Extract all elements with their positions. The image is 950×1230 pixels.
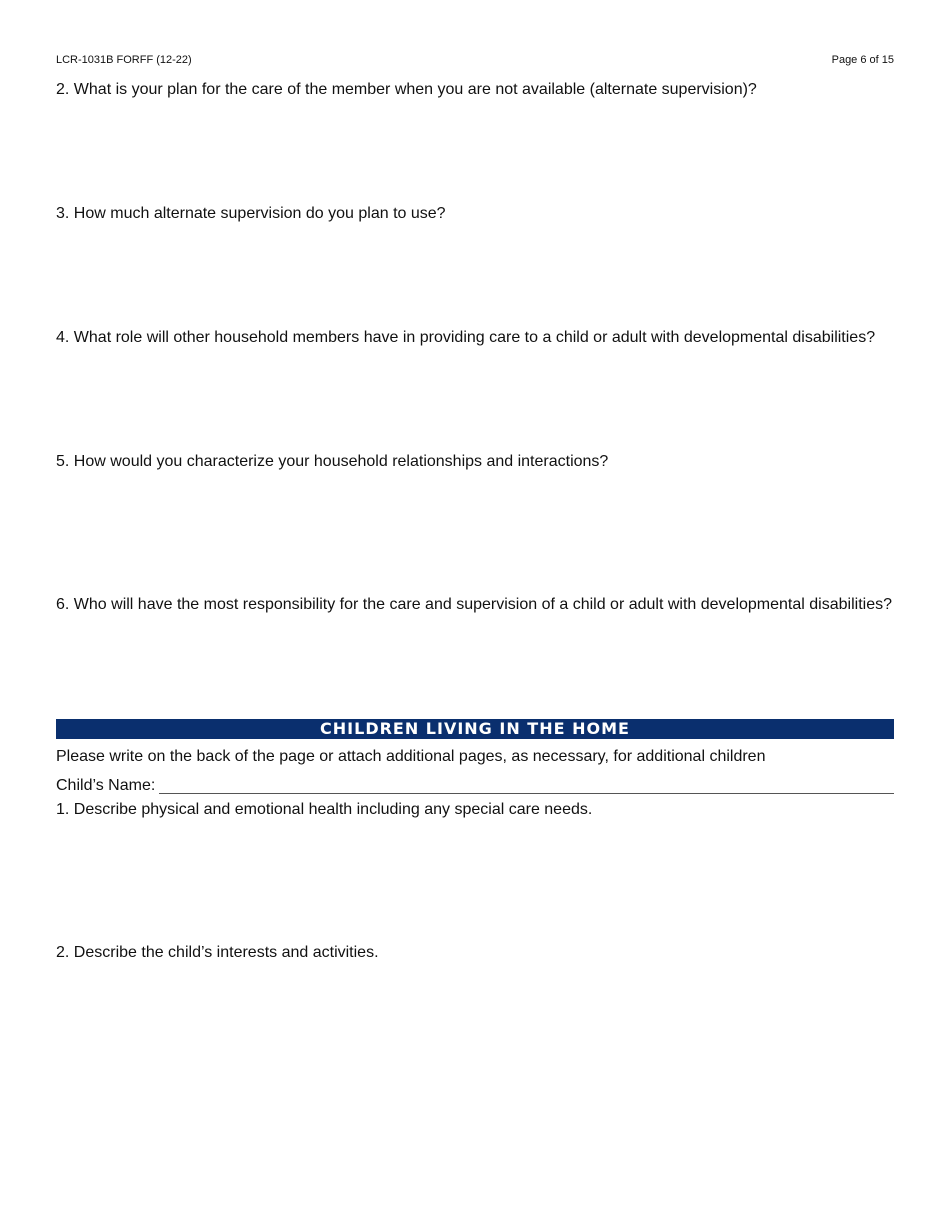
question-5-answer-area[interactable] [56, 476, 894, 592]
question-6-answer-area[interactable] [56, 619, 894, 713]
children-instruction: Please write on the back of the page or attach additional pages, as necessary, for additional children [56, 748, 766, 765]
question-6-label: 6. Who will have the most responsibility for the care and supervision of a child or adult with developmental disabilities? [56, 596, 892, 613]
question-4-answer-area[interactable] [56, 352, 894, 448]
child-question-1-answer-area[interactable] [56, 824, 894, 936]
question-3-label: 3. How much alternate supervision do you plan to use? [56, 205, 446, 222]
child-question-2-answer-area[interactable] [56, 967, 894, 1197]
child-name-input[interactable] [159, 777, 894, 794]
form-id: LCR-1031B FORFF (12-22) [56, 54, 192, 66]
question-2-label: 2. What is your plan for the care of the member when you are not available (alternate supervision)? [56, 81, 757, 98]
question-2-answer-area[interactable] [56, 104, 894, 200]
section-banner-children: CHILDREN LIVING IN THE HOME [56, 719, 894, 739]
question-4-label: 4. What role will other household members have in providing care to a child or adult with developmental disabilities? [56, 329, 876, 346]
question-3-answer-area[interactable] [56, 228, 894, 324]
child-name-label: Child’s Name: [56, 777, 156, 794]
child-question-2-label: 2. Describe the child’s interests and activities. [56, 944, 379, 961]
child-question-1-label: 1. Describe physical and emotional health including any special care needs. [56, 801, 593, 818]
child-name-row [56, 776, 894, 796]
question-5-label: 5. How would you characterize your household relationships and interactions? [56, 453, 609, 470]
page-number: Page 6 of 15 [831, 54, 894, 66]
